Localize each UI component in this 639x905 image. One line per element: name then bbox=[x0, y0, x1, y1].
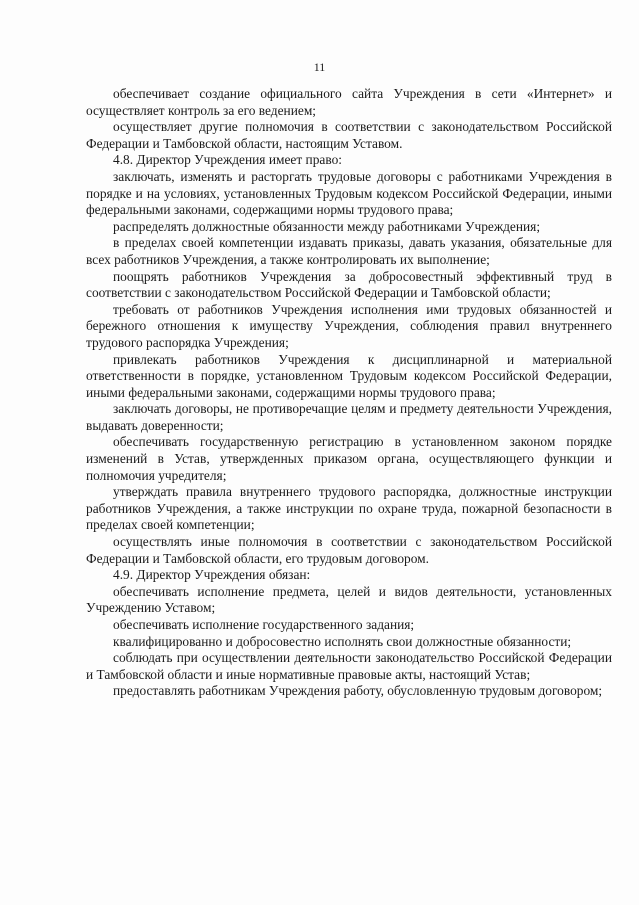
paragraph: распределять должностные обязанности между работниками Учреждения; bbox=[113, 218, 541, 234]
paragraph: требовать от работников Учреждения исполнения ими трудовых обязанностей и бережного отношения к имуществу Учреждения, соблюдения правил внутреннего трудового распорядка Учреждения; bbox=[86, 301, 612, 350]
paragraph: заключать договоры, не противоречащие целям и предмету деятельности Учреждения, выдавать доверенности; bbox=[86, 401, 612, 433]
document-body bbox=[86, 86, 612, 700]
paragraph: утверждать правила внутреннего трудового распорядка, должностные инструкции работников Учреждения, а также инструкции по охране труда, пожарной безопасности в пределах своей компетенции; bbox=[86, 484, 612, 533]
paragraph: обеспечивать исполнение государственного задания; bbox=[113, 617, 415, 632]
section-heading: 4.9. Директор Учреждения обязан: bbox=[113, 567, 311, 583]
paragraph: соблюдать при осуществлении деятельности законодательство Российской Федерации и Тамбовской области и иные нормативные правовые акты, настоящий Устав; bbox=[86, 650, 612, 682]
paragraph: обеспечивает создание официального сайта Учреждения в сети «Интернет» и осуществляет контроль за его ведением; bbox=[86, 86, 612, 118]
paragraph: квалифицированно и добросовестно исполнять свои должностные обязанности; bbox=[113, 633, 572, 649]
paragraph: привлекать работников Учреждения к дисциплинарной и материальной ответственности в порядке, установленном Трудовым кодексом Российской Федерации, иными федеральными законами, содержащими нормы трудового права; bbox=[86, 351, 612, 400]
paragraph: осуществляет другие полномочия в соответствии с законодательством Российской Федерации и Тамбовской области, настоящим Уставом. bbox=[86, 119, 612, 151]
paragraph: обеспечивать исполнение предмета, целей и видов деятельности, установленных Учреждению Уставом; bbox=[86, 583, 612, 616]
paragraph: осуществлять иные полномочия в соответствии с законодательством Российской Федерации и Тамбовской области, его трудовым договором. bbox=[86, 534, 612, 566]
paragraph: в пределах своей компетенции издавать приказы, давать указания, обязательные для всех работников Учреждения, а также контролировать их выполнение; bbox=[86, 235, 612, 267]
page-number: 11 bbox=[313, 60, 326, 74]
paragraph: обеспечивать государственную регистрацию в установленном законом порядке изменений в Устав, утвержденных приказом органа, осуществляющего функции и полномочия учредителя; bbox=[86, 434, 612, 483]
paragraph: заключать, изменять и расторгать трудовые договоры с работниками Учреждения в порядке и на условиях, установленных Трудовым кодексом Российской Федерации, иными федеральными законами, содержащими нормы трудового права; bbox=[86, 168, 612, 218]
paragraph: предоставлять работникам Учреждения работу, обусловленную трудовым договором; bbox=[113, 683, 603, 699]
section-heading: 4.8. Директор Учреждения имеет право: bbox=[113, 152, 342, 168]
paragraph: поощрять работников Учреждения за добросовестный эффективный труд в соответствии с законодательством Российской Федерации и Тамбовской области; bbox=[86, 268, 612, 301]
